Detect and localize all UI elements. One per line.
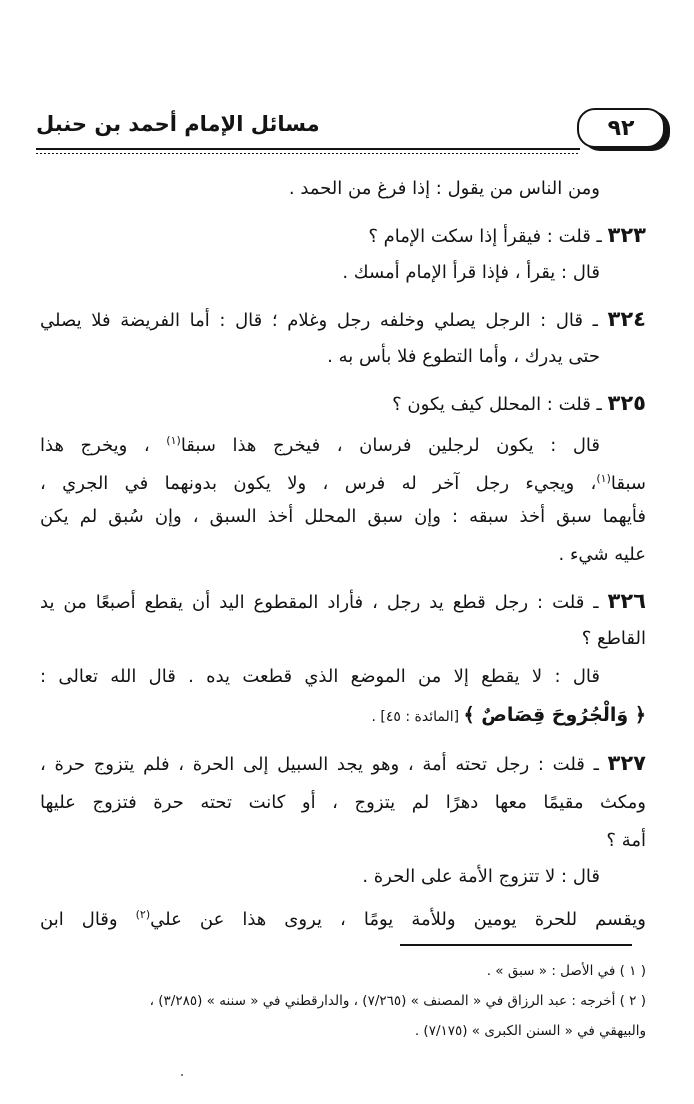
question-326 (40, 586, 646, 618)
body-line (40, 464, 646, 499)
question-number: ٣٢٤ (607, 307, 646, 331)
footnote-2-cont: والبيهقي في « السنن الكبرى » (٧/١٧٥) . (414, 1023, 646, 1039)
text-run: سبقا (610, 473, 646, 494)
question-text: ـ قلت : رجل قطع يد رجل ، فأراد المقطوع اليد أن يقطع أصبعًا من يد (40, 592, 608, 613)
question-text: ـ قال : الرجل يصلي وخلفه رجل وغلام ؛ قال : أما الفريضة فلا يصلي (40, 310, 608, 331)
question-number: ٣٢٧ (607, 751, 646, 775)
text-run: ، ويجيء رجل آخر له فرس ، ولا يكون بدونهما في الجري ، (40, 473, 597, 494)
page-number-badge (577, 108, 665, 148)
body-line: قال : لا تتزوج الأمة على الحرة . (362, 866, 600, 887)
text-run: ويقسم للحرة يومين وللأمة يومًا ، يروى هذا عن علي (150, 909, 646, 930)
question-number: ٣٢٥ (607, 391, 646, 415)
page-mark (181, 1074, 183, 1076)
body-line (40, 900, 646, 935)
question-text: ـ قلت : رجل تحته أمة ، وهو يجد السبيل إلى الحرة ، فلم يتزوج حرة ، (40, 754, 608, 775)
body-line (40, 426, 600, 461)
quran-verse-line (372, 700, 647, 732)
body-line: ومكث مقيمًا معها دهرًا لم يتزوج ، أو كانت تحته حرة فتزوج عليها (40, 792, 646, 813)
question-text: ـ قلت : المحلل كيف يكون ؟ (392, 394, 608, 415)
footnote-2: ( ٢ ) أخرجه : عبد الرزاق في « المصنف » (٧/٢٦٥) ، والدارقطني في « سننه » (٣/٢٨٥) ، (149, 993, 646, 1009)
text-run: وقال ابن (40, 909, 136, 930)
footnote-ref: (١) (166, 434, 181, 447)
question-324 (40, 304, 646, 336)
footnote-ref: (١) (596, 472, 611, 485)
page-number: ٩٢ (607, 115, 635, 141)
question-323 (368, 220, 646, 252)
question-text: ـ قلت : فيقرأ إذا سكت الإمام ؟ (368, 226, 608, 247)
body-line: قال : لا يقطع إلا من الموضع الذي قطعت يده . قال الله تعالى : (40, 666, 600, 687)
body-line: ومن الناس من يقول : إذا فرغ من الحمد . (288, 178, 600, 199)
body-line: القاطع ؟ (581, 628, 646, 649)
footnote-rule (400, 944, 632, 946)
body-line: فأيهما سبق أخذ سبقه : وإن سبق المحلل أخذ السبق ، وإن سُبق لم يكن (40, 506, 646, 527)
question-325 (392, 388, 646, 420)
footnote-1: ( ١ ) في الأصل : « سبق » . (486, 963, 646, 979)
body-line: عليه شيء . (558, 544, 646, 565)
text-run: ، ويخرج هذا (40, 435, 167, 456)
header-rule (36, 148, 580, 154)
body-line: قال : يقرأ ، فإذا قرأ الإمام أمسك . (342, 262, 600, 283)
quran-verse: ﴿ وَالْجُرُوحَ قِصَاصٌ ﴾ (463, 704, 646, 726)
running-title: مسائل الإمام أحمد بن حنبل (36, 112, 320, 136)
question-327 (40, 748, 646, 780)
question-number: ٣٢٣ (607, 223, 646, 247)
body-line: حتى يدرك ، وأما التطوع فلا بأس به . (327, 346, 600, 367)
question-number: ٣٢٦ (607, 589, 646, 613)
verse-source: [المائدة : ٤٥] . (371, 709, 464, 725)
body-line: أمة ؟ (606, 830, 646, 851)
text-run: قال : يكون لرجلين فرسان ، فيخرج هذا سبقا (180, 435, 600, 456)
footnote-ref: (٢) (135, 908, 151, 921)
